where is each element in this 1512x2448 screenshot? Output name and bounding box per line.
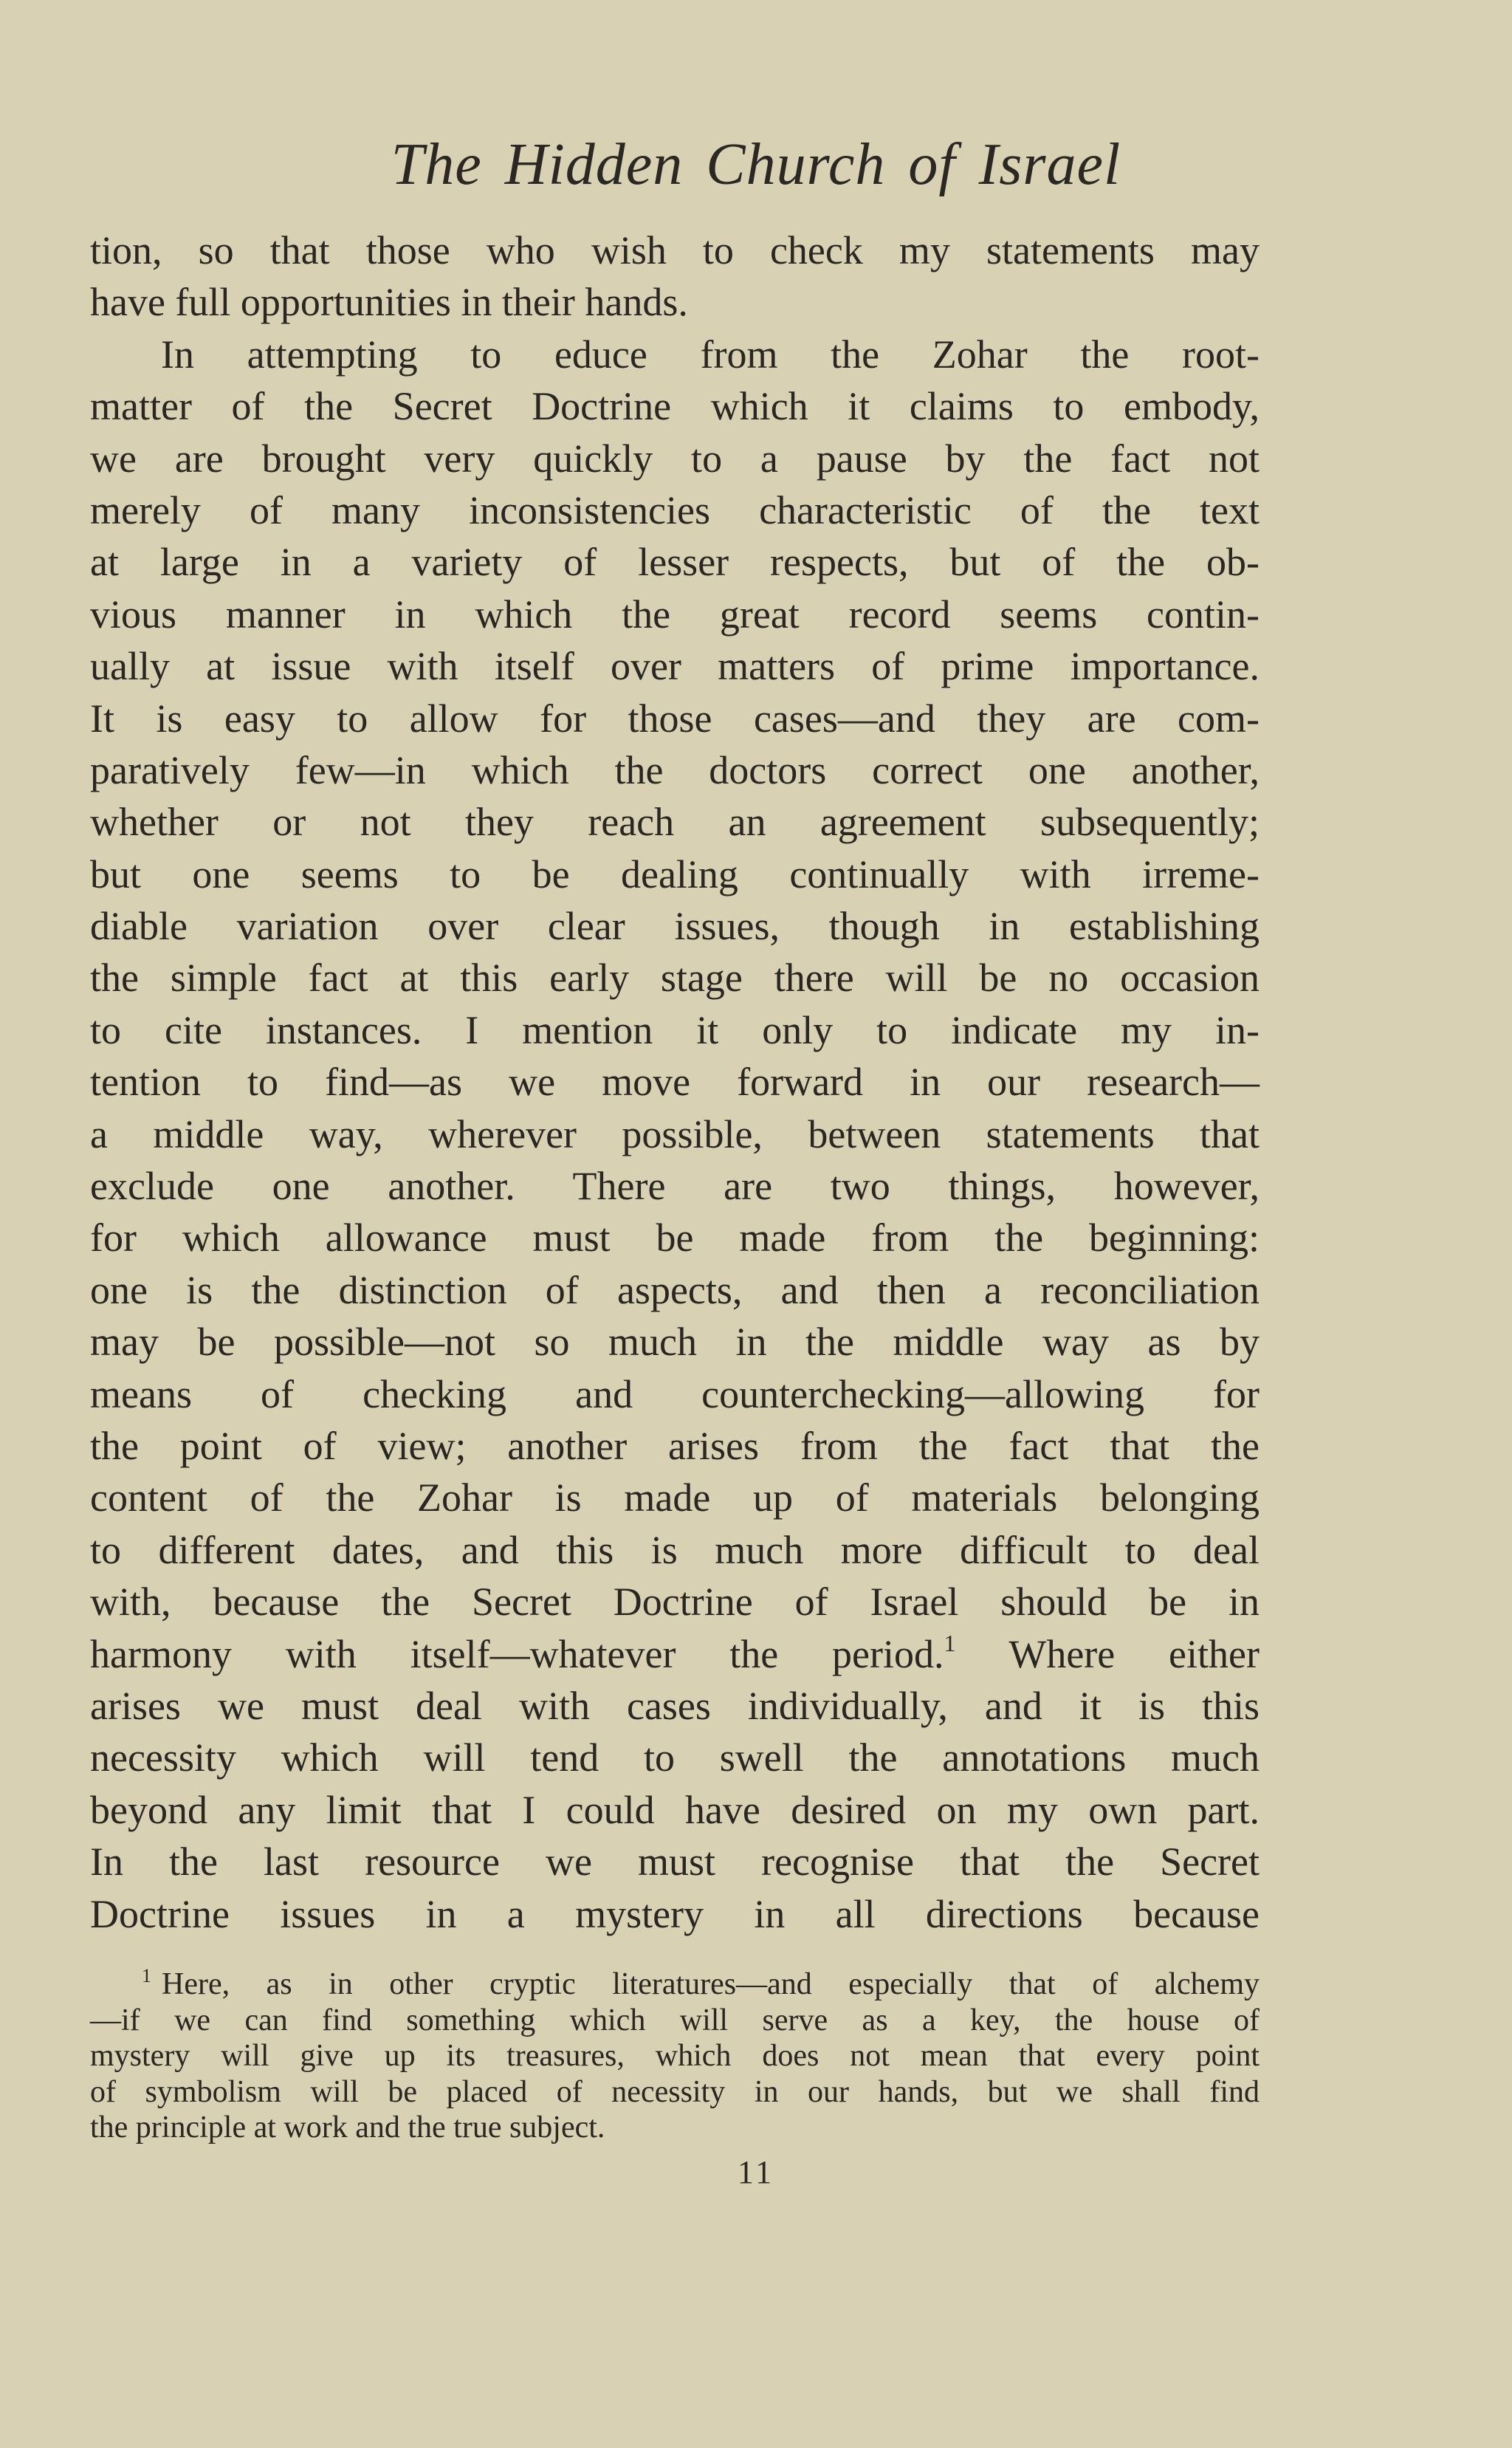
- body-line: we are brought very quickly to a pause by the fact not: [90, 436, 1260, 481]
- footnote-ref-marker: 1: [944, 1629, 956, 1656]
- body-line: but one seems to be dealing continually with irreme-: [90, 851, 1260, 896]
- body-line-continuation: Where either: [955, 1631, 1260, 1676]
- body-line: diable variation over clear issues, though in establishing: [90, 904, 1260, 949]
- body-line: whether or not they reach an agreement subsequently;: [90, 800, 1260, 845]
- footnote: [90, 1967, 1260, 2146]
- page-number: 11: [737, 2154, 775, 2190]
- body-line: paratively few—in which the doctors correct one another,: [90, 747, 1260, 792]
- body-line: ually at issue with itself over matters of prime importance.: [90, 644, 1260, 689]
- body-line-text: harmony with itself—whatever the period.: [90, 1631, 944, 1676]
- body-line: Doctrine issues in a mystery in all directions because: [90, 1891, 1260, 1936]
- body-line: arises we must deal with cases individually, and it is this: [90, 1683, 1260, 1728]
- body-line: a middle way, wherever possible, between statements that: [90, 1111, 1260, 1156]
- body-line: merely of many inconsistencies characteristic of the text: [90, 487, 1260, 532]
- footnote-marker: 1: [142, 1965, 151, 1986]
- body-line: beyond any limit that I could have desired on my own part.: [90, 1787, 1260, 1832]
- body-line: vious manner in which the great record seems contin-: [90, 592, 1260, 637]
- body-line: tion, so that those who wish to check my statements may: [90, 228, 1260, 272]
- body-line: may be possible—not so much in the middle way as by: [90, 1320, 1260, 1365]
- running-head: The Hidden Church of Israel: [391, 132, 1121, 197]
- footnote-line: mystery will give up its treasures, which does not mean that every point: [90, 2039, 1260, 2073]
- footnote-line: the principle at work and the true subject.: [90, 2111, 605, 2144]
- body-line: to different dates, and this is much more difficult to deal: [90, 1527, 1260, 1572]
- body-line: the point of view; another arises from the fact that the: [90, 1423, 1260, 1468]
- body-line: tention to find—as we move forward in our research—: [90, 1060, 1260, 1105]
- footnote-line-text: Here, as in other cryptic literatures—and especially that of alchemy: [162, 1967, 1260, 2001]
- body-line: matter of the Secret Doctrine which it claims to embody,: [90, 384, 1260, 429]
- body-line: It is easy to allow for those cases—and they are com-: [90, 696, 1260, 741]
- body-line: In the last resource we must recognise that the Secret: [90, 1840, 1260, 1885]
- body-line: to cite instances. I mention it only to indicate my in-: [90, 1007, 1260, 1052]
- body-line-with-footnote-ref: [90, 1628, 1260, 1680]
- footnote-line: —if we can find something which will serve as a key, the house of: [90, 2003, 1260, 2037]
- body-line: necessity which will tend to swell the annotations much: [90, 1735, 1260, 1780]
- body-line: with, because the Secret Doctrine of Israel should be in: [90, 1580, 1260, 1625]
- body-line: content of the Zohar is made up of materials belonging: [90, 1475, 1260, 1520]
- body-text: [90, 224, 1260, 1940]
- body-line: at large in a variety of lesser respects, but of the ob-: [90, 540, 1260, 585]
- body-line: In attempting to educe from the Zohar the root-: [161, 332, 1260, 377]
- body-line: for which allowance must be made from the beginning:: [90, 1216, 1260, 1261]
- body-line: means of checking and counterchecking—allowing for: [90, 1371, 1260, 1416]
- body-line: have full opportunities in their hands.: [90, 280, 688, 325]
- footnote-line: of symbolism will be placed of necessity in our hands, but we shall find: [90, 2074, 1260, 2109]
- body-line: one is the distinction of aspects, and then a reconciliation: [90, 1267, 1260, 1312]
- footnote-line: [90, 1967, 1260, 2003]
- body-line: the simple fact at this early stage there will be no occasion: [90, 956, 1260, 1001]
- body-line: exclude one another. There are two things, however,: [90, 1164, 1260, 1209]
